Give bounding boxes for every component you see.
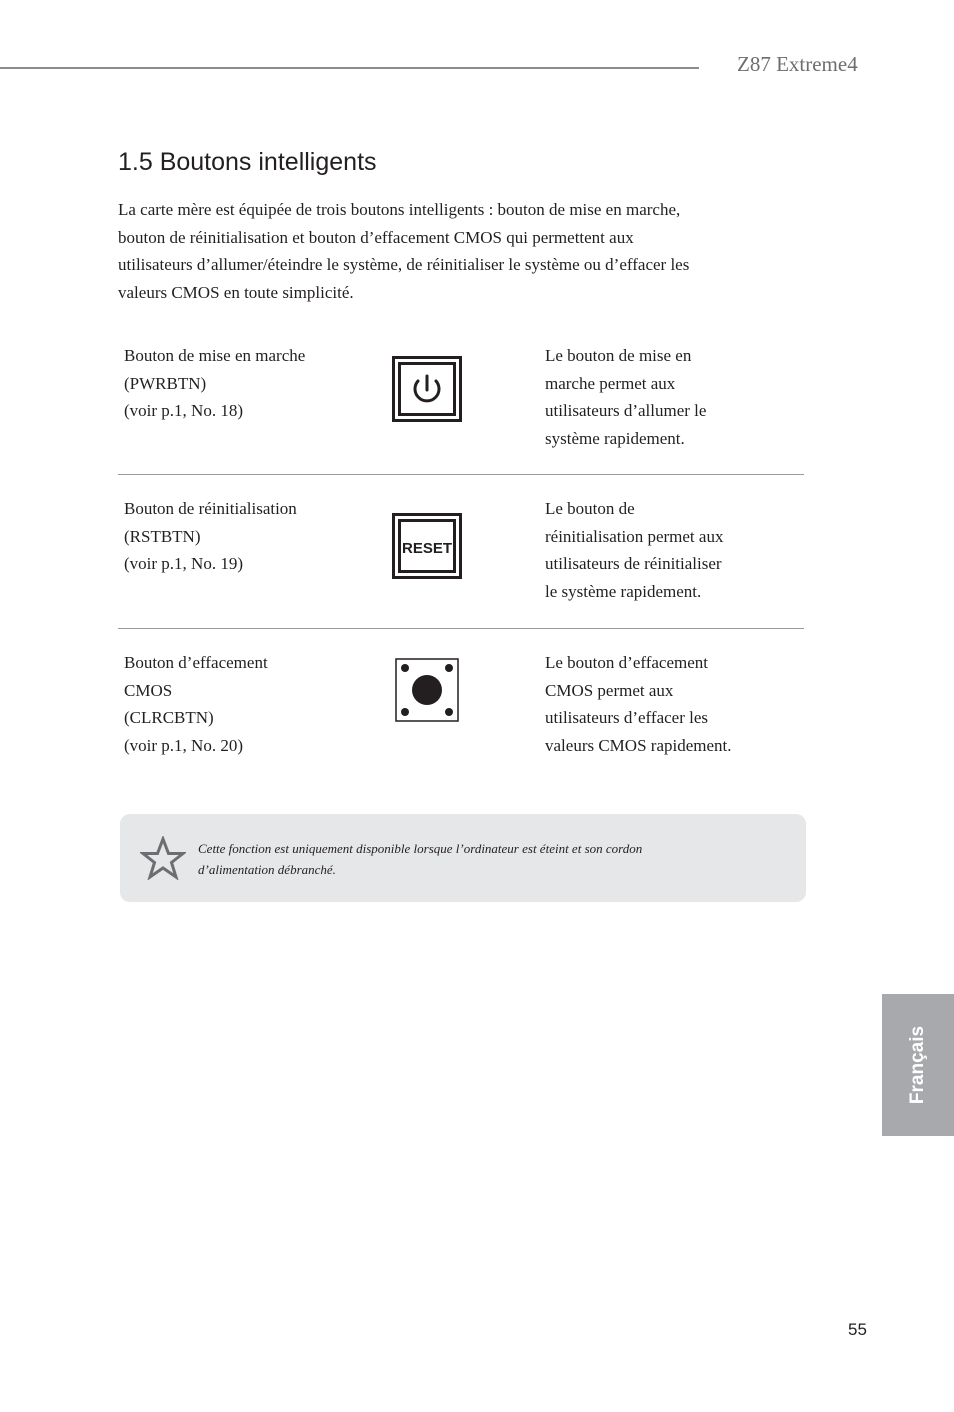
intro-paragraph bbox=[118, 196, 758, 306]
button-row-reset bbox=[118, 495, 804, 615]
button-name-line: (RSTBTN) bbox=[124, 526, 201, 546]
row-divider bbox=[118, 628, 804, 629]
note-text bbox=[198, 838, 788, 880]
button-desc-line: valeurs CMOS rapidement. bbox=[545, 735, 732, 755]
button-description bbox=[545, 649, 805, 759]
power-icon bbox=[392, 356, 464, 424]
reset-icon bbox=[392, 513, 464, 581]
intro-line: bouton de réinitialisation et bouton d’effacement CMOS qui permettent aux bbox=[118, 227, 634, 247]
button-desc-line: marche permet aux bbox=[545, 373, 676, 393]
button-name-line: (voir p.1, No. 18) bbox=[124, 401, 243, 421]
button-name-line: CMOS bbox=[124, 680, 173, 700]
button-desc-line: réinitialisation permet aux bbox=[545, 526, 724, 546]
intro-line: La carte mère est équipée de trois boutons intelligents : bouton de mise en marche, bbox=[118, 200, 681, 219]
row-divider bbox=[118, 474, 804, 475]
button-desc-line: utilisateurs d’effacer les bbox=[545, 708, 709, 728]
button-name-line: Bouton de mise en marche bbox=[124, 346, 306, 365]
button-name bbox=[124, 495, 374, 578]
button-desc-line: utilisateurs d’allumer le bbox=[545, 401, 707, 421]
button-name bbox=[124, 649, 374, 759]
star-icon bbox=[140, 836, 186, 880]
note-box bbox=[120, 814, 806, 902]
section-title: 1.5 Boutons intelligents bbox=[118, 148, 377, 176]
intro-line: utilisateurs d’allumer/éteindre le système, de réinitialiser le système ou d’effacer les bbox=[118, 255, 690, 275]
product-title: Z87 Extreme4 bbox=[737, 52, 858, 76]
language-tab bbox=[882, 994, 954, 1136]
button-row-power bbox=[118, 342, 804, 462]
button-name-line: (PWRBTN) bbox=[124, 373, 207, 393]
note-line: Cette fonction est uniquement disponible lorsque l’ordinateur est éteint et son cordon bbox=[198, 841, 643, 856]
language-tab-label: Français bbox=[907, 1025, 928, 1105]
button-name-line: (voir p.1, No. 19) bbox=[124, 554, 243, 574]
button-name-line: Bouton d’effacement bbox=[124, 653, 268, 672]
button-desc-line: utilisateurs de réinitialiser bbox=[545, 554, 722, 574]
button-description bbox=[545, 342, 805, 452]
note-line: d’alimentation débranché. bbox=[198, 862, 336, 877]
reset-icon-text: RESET bbox=[401, 540, 453, 557]
button-desc-line: le système rapidement. bbox=[545, 581, 702, 601]
button-name-line: (CLRCBTN) bbox=[124, 708, 214, 728]
button-desc-line: système rapidement. bbox=[545, 428, 685, 448]
button-name-line: (voir p.1, No. 20) bbox=[124, 735, 243, 755]
clear-cmos-icon bbox=[395, 658, 461, 724]
button-desc-line: CMOS permet aux bbox=[545, 680, 674, 700]
button-description bbox=[545, 495, 805, 605]
button-desc-line: Le bouton de bbox=[545, 499, 635, 518]
header-rule bbox=[0, 67, 699, 69]
intro-line: valeurs CMOS en toute simplicité. bbox=[118, 282, 354, 302]
page-number: 55 bbox=[848, 1320, 867, 1339]
button-name bbox=[124, 342, 374, 425]
button-row-clear-cmos bbox=[118, 649, 804, 769]
button-desc-line: Le bouton d’effacement bbox=[545, 653, 709, 672]
button-desc-line: Le bouton de mise en bbox=[545, 346, 692, 365]
button-name-line: Bouton de réinitialisation bbox=[124, 499, 297, 518]
